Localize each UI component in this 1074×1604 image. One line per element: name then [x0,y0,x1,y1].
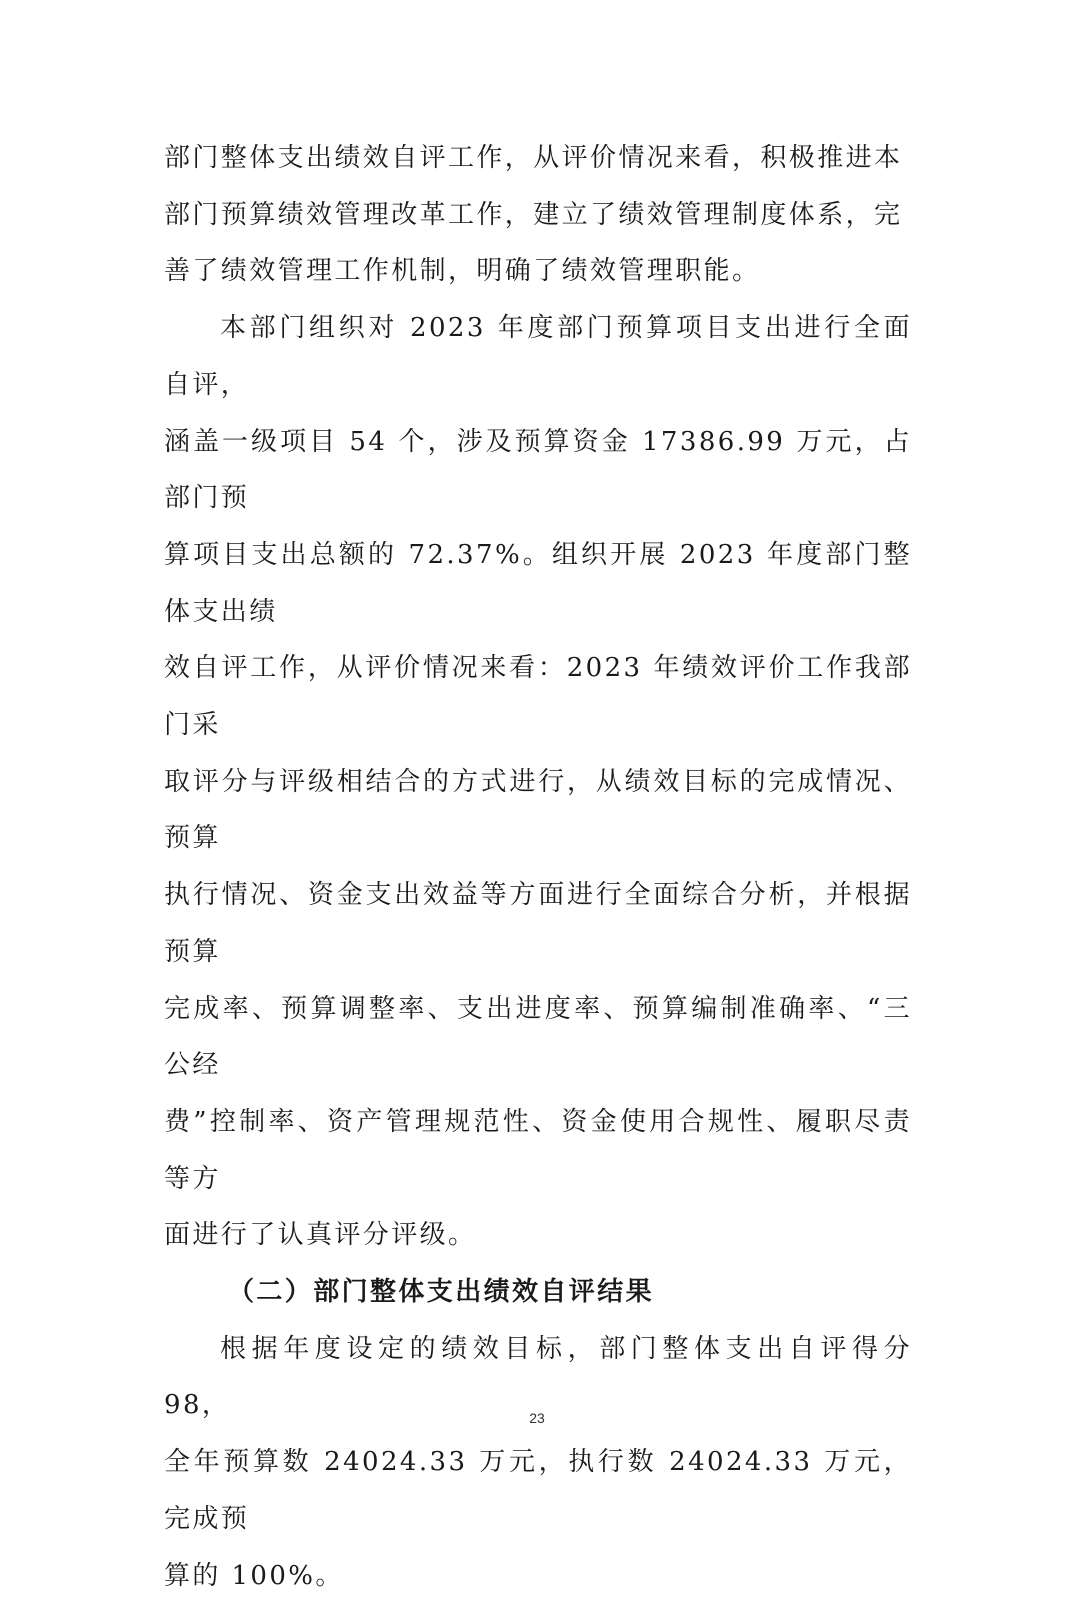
text-line: 效自评工作，从评价情况来看：2023 年绩效评价工作我部门采 [164,653,912,741]
text-line: 执行情况、资金支出效益等方面进行全面综合分析，并根据预算 [164,880,912,967]
text-line: 部门预算绩效管理改革工作，建立了绩效管理制度体系，完 [164,199,903,230]
text-line: 善了绩效管理工作机制，明确了绩效管理职能。 [164,256,761,287]
document-body [164,130,923,1604]
text-line: 算项目支出总额的 72.37%。组织开展 2023 年度部门整体支出绩 [164,539,912,627]
text-line: 本部门组织对 2023 年度部门预算项目支出进行全面自评， [164,313,912,400]
paragraph-result [164,1321,923,1604]
section-heading: （二）部门整体支出绩效自评结果 [228,1277,655,1308]
text-line: 算的 100%。 [164,1560,344,1591]
text-line: 取评分与评级相结合的方式进行，从绩效目标的完成情况、预算 [164,766,912,854]
text-line: 涵盖一级项目 54 个，涉及预算资金 17386.99 万元，占部门预 [164,426,912,514]
text-line: 部门整体支出绩效自评工作，从评价情况来看，积极推进本 [164,143,903,173]
text-line: 完成率、预算调整率、支出进度率、预算编制准确率、“三公经 [164,993,912,1081]
paragraph-project-evaluation [164,300,912,1264]
text-line: 面进行了认真评分评级。 [164,1220,477,1251]
text-line: 根据年度设定的绩效目标，部门整体支出自评得分 98， [164,1333,923,1421]
text-line: 费”控制率、资产管理规范性、资金使用合规性、履职尽责等方 [164,1106,912,1194]
paragraph-continuation [164,130,912,300]
text-line: 全年预算数 24024.33 万元，执行数 24024.33 万元，完成预 [164,1447,912,1534]
page-number: 23 [529,1410,545,1426]
